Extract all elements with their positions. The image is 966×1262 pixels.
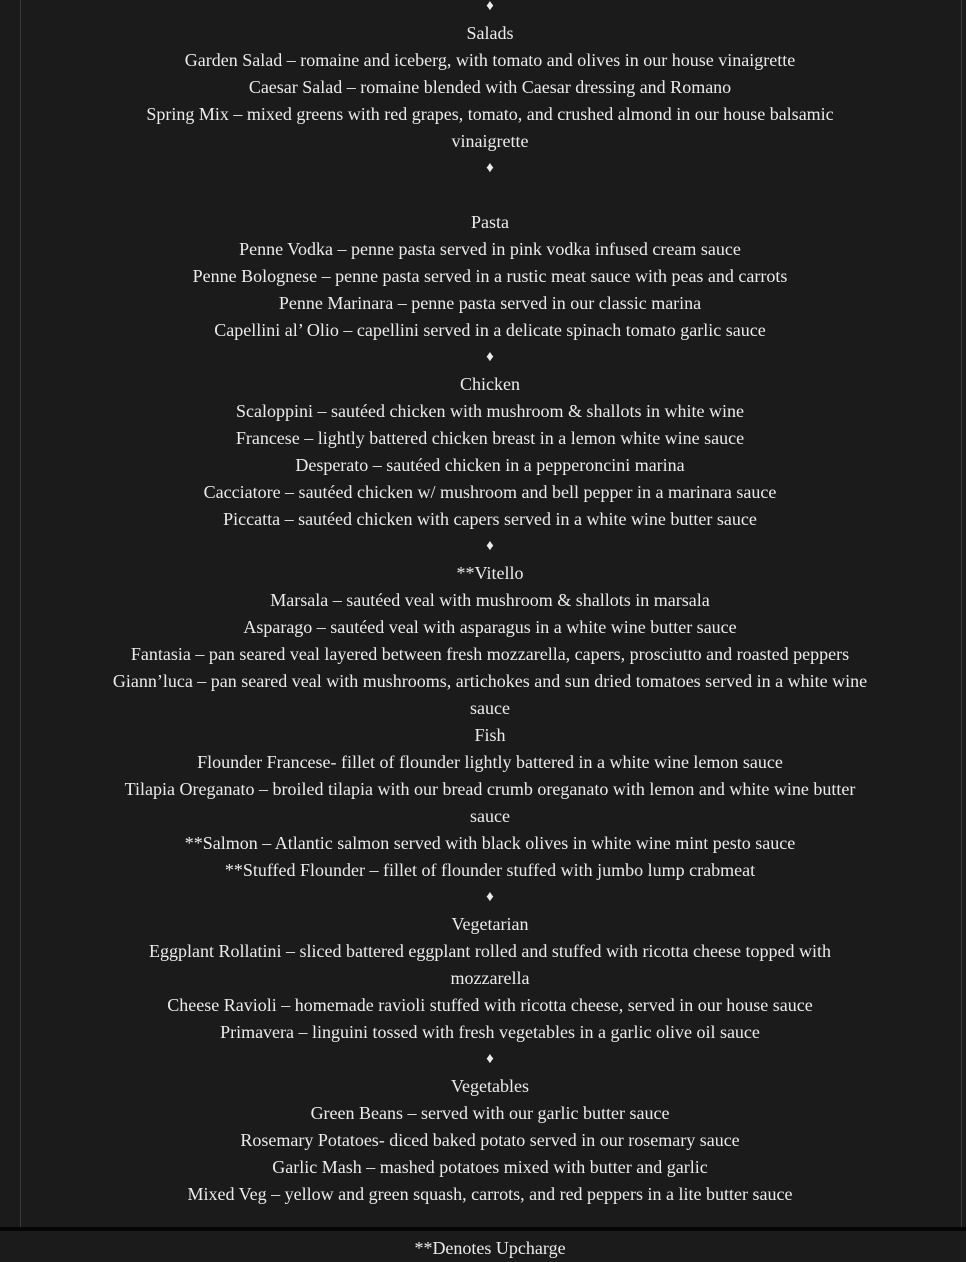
menu-item: Cacciatore – sautéed chicken w/ mushroom and bell pepper in a marinara sauce <box>203 482 777 502</box>
menu-item: Asparago – sautéed veal with asparagus in a white wine butter sauce <box>243 617 737 637</box>
menu-item: Tilapia Oreganato – broiled tilapia with our bread crumb oreganato with lemon and white wine butter sauce <box>124 779 856 826</box>
menu-item: Capellini al’ Olio – capellini served in a delicate spinach tomato garlic sauce <box>214 320 766 340</box>
section-heading-vegetables: Vegetables <box>451 1076 529 1096</box>
diamond-divider-icon: ♦ <box>486 538 494 554</box>
diamond-divider-icon: ♦ <box>486 889 494 905</box>
menu-item: Giann’luca – pan seared veal with mushrooms, artichokes and sun dried tomatoes served in a white wine sauce <box>112 671 868 718</box>
menu-item: Francese – lightly battered chicken breast in a lemon white wine sauce <box>235 428 745 448</box>
section-gap <box>112 182 868 209</box>
page-border-right <box>961 0 962 1231</box>
menu-item: Penne Vodka – penne pasta served in pink vodka infused cream sauce <box>239 239 741 259</box>
menu-item: Mixed Veg – yellow and green squash, carrots, and red peppers in a lite butter sauce <box>187 1184 793 1204</box>
section-heading-vitello: **Vitello <box>456 563 524 583</box>
menu-item: Primavera – linguini tossed with fresh vegetables in a garlic olive oil sauce <box>220 1022 760 1042</box>
menu-item: **Stuffed Flounder – fillet of flounder stuffed with jumbo lump crabmeat <box>224 860 756 880</box>
menu-item: Caesar Salad – romaine blended with Caesar dressing and Romano <box>248 77 732 97</box>
diamond-divider-icon: ♦ <box>486 1051 494 1067</box>
section-heading-pasta: Pasta <box>471 212 509 232</box>
section-heading-vegetarian: Vegetarian <box>451 914 529 934</box>
menu-item: Marsala – sautéed veal with mushroom & shallots in marsala <box>270 590 710 610</box>
catering-menu <box>112 0 868 1262</box>
menu-item: Fantasia – pan seared veal layered between fresh mozzarella, capers, prosciutto and roasted peppers <box>130 644 850 664</box>
diamond-divider-icon: ♦ <box>486 160 494 176</box>
upcharge-footnote: **Denotes Upcharge <box>414 1238 566 1258</box>
menu-item: Eggplant Rollatini – sliced battered eggplant rolled and stuffed with ricotta cheese topped with mozzarella <box>149 941 831 988</box>
page-border-left <box>20 0 21 1231</box>
menu-item: Cheese Ravioli – homemade ravioli stuffed with ricotta cheese, served in our house sauce <box>167 995 813 1015</box>
diamond-divider-icon: ♦ <box>486 0 494 14</box>
section-gap <box>112 1208 868 1235</box>
section-heading-chicken: Chicken <box>460 374 520 394</box>
menu-item: Garlic Mash – mashed potatoes mixed with butter and garlic <box>272 1157 708 1177</box>
menu-item: Penne Marinara – penne pasta served in our classic marina <box>278 293 702 313</box>
menu-item: Garden Salad – romaine and iceberg, with tomato and olives in our house vinaigrette <box>184 50 796 70</box>
menu-item: Flounder Francese- fillet of flounder lightly battered in a white wine lemon sauce <box>197 752 783 772</box>
menu-item: Rosemary Potatoes- diced baked potato served in our rosemary sauce <box>240 1130 740 1150</box>
diamond-divider-icon: ♦ <box>486 349 494 365</box>
menu-item: Penne Bolognese – penne pasta served in a rustic meat sauce with peas and carrots <box>192 266 788 286</box>
menu-item: Desperato – sautéed chicken in a pepperoncini marina <box>295 455 685 475</box>
menu-item: **Salmon – Atlantic salmon served with black olives in white wine mint pesto sauce <box>184 833 796 853</box>
section-heading-fish: Fish <box>474 725 506 745</box>
section-heading-salads: Salads <box>466 23 514 43</box>
menu-item: Spring Mix – mixed greens with red grapes, tomato, and crushed almond in our house balsamic vinaigrette <box>146 104 834 151</box>
menu-item: Piccatta – sautéed chicken with capers served in a white wine butter sauce <box>223 509 757 529</box>
menu-item: Scaloppini – sautéed chicken with mushroom & shallots in white wine <box>236 401 744 421</box>
menu-item: Green Beans – served with our garlic butter sauce <box>310 1103 670 1123</box>
